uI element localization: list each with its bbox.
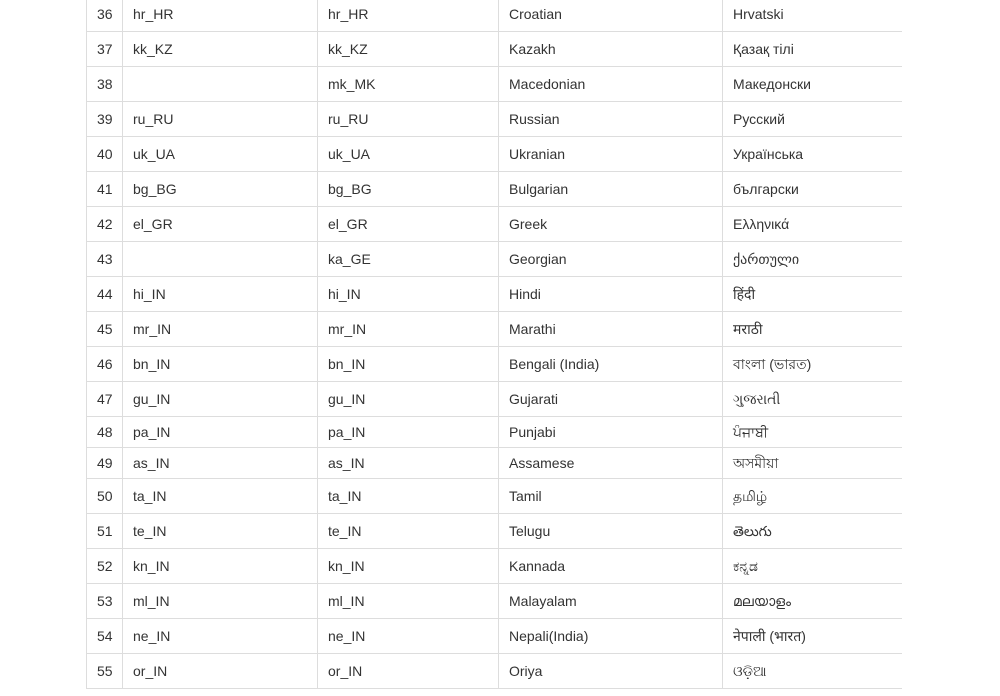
locale-code-secondary: ta_IN bbox=[318, 479, 499, 514]
locale-code-primary: gu_IN bbox=[123, 382, 318, 417]
locale-code-primary bbox=[123, 67, 318, 102]
table-row bbox=[87, 382, 903, 417]
row-number: 41 bbox=[87, 172, 123, 207]
locale-code-secondary: ka_GE bbox=[318, 242, 499, 277]
locale-code-primary bbox=[123, 242, 318, 277]
table-row bbox=[87, 207, 903, 242]
table-row bbox=[87, 242, 903, 277]
language-name: Oriya bbox=[499, 654, 723, 689]
locale-code-secondary: mr_IN bbox=[318, 312, 499, 347]
language-name: Malayalam bbox=[499, 584, 723, 619]
locale-code-primary: hr_HR bbox=[123, 0, 318, 32]
native-language-name: Македонски bbox=[723, 67, 903, 102]
locale-code-secondary: bg_BG bbox=[318, 172, 499, 207]
row-number: 38 bbox=[87, 67, 123, 102]
table-row bbox=[87, 654, 903, 689]
locale-code-primary: bn_IN bbox=[123, 347, 318, 382]
language-name: Marathi bbox=[499, 312, 723, 347]
language-name: Hindi bbox=[499, 277, 723, 312]
table-row bbox=[87, 312, 903, 347]
table-row bbox=[87, 32, 903, 67]
row-number: 39 bbox=[87, 102, 123, 137]
language-name: Punjabi bbox=[499, 417, 723, 448]
row-number: 46 bbox=[87, 347, 123, 382]
locale-code-secondary: pa_IN bbox=[318, 417, 499, 448]
locale-code-secondary: kk_KZ bbox=[318, 32, 499, 67]
native-language-name: मराठी bbox=[723, 312, 903, 347]
locale-code-primary: te_IN bbox=[123, 514, 318, 549]
locale-code-primary: hi_IN bbox=[123, 277, 318, 312]
row-number: 54 bbox=[87, 619, 123, 654]
locale-code-secondary: ru_RU bbox=[318, 102, 499, 137]
row-number: 53 bbox=[87, 584, 123, 619]
locale-code-secondary: bn_IN bbox=[318, 347, 499, 382]
row-number: 42 bbox=[87, 207, 123, 242]
row-number: 55 bbox=[87, 654, 123, 689]
locale-code-secondary: ml_IN bbox=[318, 584, 499, 619]
locale-code-secondary: ne_IN bbox=[318, 619, 499, 654]
language-name: Telugu bbox=[499, 514, 723, 549]
table-row bbox=[87, 347, 903, 382]
row-number: 50 bbox=[87, 479, 123, 514]
native-language-name: தமிழ் bbox=[723, 479, 903, 514]
language-name: Nepali(India) bbox=[499, 619, 723, 654]
locale-code-primary: uk_UA bbox=[123, 137, 318, 172]
row-number: 37 bbox=[87, 32, 123, 67]
table-row bbox=[87, 514, 903, 549]
native-language-name: Русский bbox=[723, 102, 903, 137]
row-number: 52 bbox=[87, 549, 123, 584]
locale-code-secondary: hi_IN bbox=[318, 277, 499, 312]
locale-table bbox=[86, 0, 902, 689]
language-name: Greek bbox=[499, 207, 723, 242]
locale-code-primary: kn_IN bbox=[123, 549, 318, 584]
native-language-name: বাংলা (ভারত) bbox=[723, 347, 903, 382]
locale-code-primary: ml_IN bbox=[123, 584, 318, 619]
locale-code-secondary: hr_HR bbox=[318, 0, 499, 32]
row-number: 51 bbox=[87, 514, 123, 549]
locale-code-primary: bg_BG bbox=[123, 172, 318, 207]
native-language-name: नेपाली (भारत) bbox=[723, 619, 903, 654]
locale-code-secondary: gu_IN bbox=[318, 382, 499, 417]
locale-code-secondary: kn_IN bbox=[318, 549, 499, 584]
table-row bbox=[87, 67, 903, 102]
locale-table-container bbox=[86, 0, 902, 696]
row-number: 47 bbox=[87, 382, 123, 417]
table-row bbox=[87, 479, 903, 514]
table-row bbox=[87, 619, 903, 654]
native-language-name: български bbox=[723, 172, 903, 207]
language-name: Ukranian bbox=[499, 137, 723, 172]
native-language-name: മലയാളം bbox=[723, 584, 903, 619]
locale-code-secondary: mk_MK bbox=[318, 67, 499, 102]
locale-code-primary: pa_IN bbox=[123, 417, 318, 448]
table-row bbox=[87, 0, 903, 32]
locale-code-secondary: uk_UA bbox=[318, 137, 499, 172]
table-row bbox=[87, 102, 903, 137]
locale-code-secondary: as_IN bbox=[318, 448, 499, 479]
language-name: Tamil bbox=[499, 479, 723, 514]
native-language-name: ਪੰਜਾਬੀ bbox=[723, 417, 903, 448]
row-number: 45 bbox=[87, 312, 123, 347]
language-name: Bulgarian bbox=[499, 172, 723, 207]
language-name: Macedonian bbox=[499, 67, 723, 102]
table-row bbox=[87, 448, 903, 479]
locale-code-primary: ru_RU bbox=[123, 102, 318, 137]
native-language-name: ગુજરાતી bbox=[723, 382, 903, 417]
row-number: 40 bbox=[87, 137, 123, 172]
language-name: Croatian bbox=[499, 0, 723, 32]
row-number: 49 bbox=[87, 448, 123, 479]
native-language-name: অসমীয়া bbox=[723, 448, 903, 479]
locale-code-primary: el_GR bbox=[123, 207, 318, 242]
table-row bbox=[87, 277, 903, 312]
row-number: 48 bbox=[87, 417, 123, 448]
native-language-name: हिंदी bbox=[723, 277, 903, 312]
native-language-name: ქართული bbox=[723, 242, 903, 277]
locale-code-secondary: el_GR bbox=[318, 207, 499, 242]
language-name: Gujarati bbox=[499, 382, 723, 417]
language-name: Georgian bbox=[499, 242, 723, 277]
locale-code-primary: as_IN bbox=[123, 448, 318, 479]
locale-code-primary: mr_IN bbox=[123, 312, 318, 347]
native-language-name: Қазақ тілі bbox=[723, 32, 903, 67]
locale-code-primary: or_IN bbox=[123, 654, 318, 689]
table-row bbox=[87, 549, 903, 584]
locale-code-primary: kk_KZ bbox=[123, 32, 318, 67]
native-language-name: Hrvatski bbox=[723, 0, 903, 32]
table-row bbox=[87, 137, 903, 172]
language-name: Assamese bbox=[499, 448, 723, 479]
locale-code-secondary: te_IN bbox=[318, 514, 499, 549]
row-number: 44 bbox=[87, 277, 123, 312]
locale-code-secondary: or_IN bbox=[318, 654, 499, 689]
table-row bbox=[87, 417, 903, 448]
native-language-name: తెలుగు bbox=[723, 514, 903, 549]
language-name: Russian bbox=[499, 102, 723, 137]
language-name: Kannada bbox=[499, 549, 723, 584]
native-language-name: ಕನ್ನಡ bbox=[723, 549, 903, 584]
locale-code-primary: ta_IN bbox=[123, 479, 318, 514]
native-language-name: Українська bbox=[723, 137, 903, 172]
table-row bbox=[87, 584, 903, 619]
language-name: Bengali (India) bbox=[499, 347, 723, 382]
row-number: 43 bbox=[87, 242, 123, 277]
locale-code-primary: ne_IN bbox=[123, 619, 318, 654]
native-language-name: Ελληνικά bbox=[723, 207, 903, 242]
table-row bbox=[87, 172, 903, 207]
row-number: 36 bbox=[87, 0, 123, 32]
native-language-name: ଓଡ଼ିଆ bbox=[723, 654, 903, 689]
language-name: Kazakh bbox=[499, 32, 723, 67]
